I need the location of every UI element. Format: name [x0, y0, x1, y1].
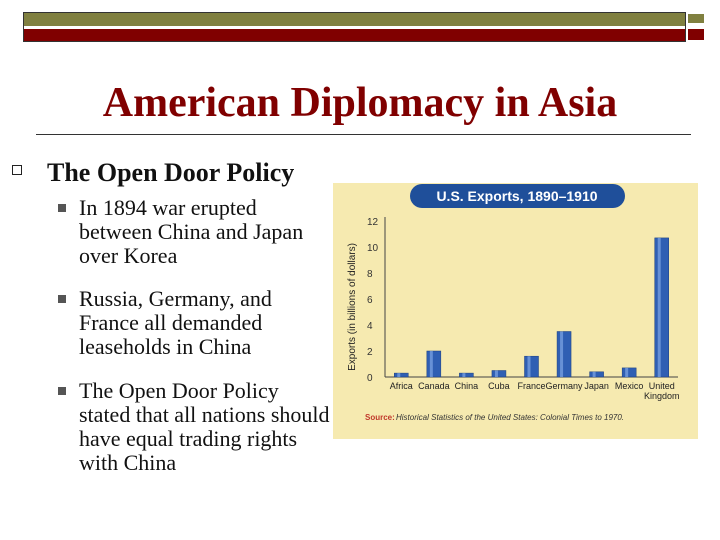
x-tick-label: France: [517, 381, 546, 391]
hollow-square-bullet-icon: [12, 165, 22, 175]
y-tick-label: 10: [367, 243, 379, 254]
bar-germany: [557, 332, 571, 378]
bar-highlight: [560, 332, 563, 378]
header-olive-band: [24, 13, 706, 26]
y-tick-label: 12: [367, 217, 379, 228]
y-tick-label: 6: [367, 295, 373, 306]
exports-chart: [333, 183, 698, 439]
y-axis-label: Exports (in billions of dollars): [347, 243, 358, 371]
slide-title: American Diplomacy in Asia: [102, 80, 618, 126]
slide-header-bar: [23, 12, 707, 42]
bar-highlight: [625, 368, 628, 377]
bar-united-kingdom: [655, 238, 669, 377]
header-corner-box: [685, 12, 707, 42]
sub-bullet-item: [58, 196, 333, 282]
x-tick-label: Germany: [545, 381, 583, 391]
y-tick-label: 2: [367, 347, 373, 358]
bar-highlight: [658, 238, 661, 377]
sub-bullet-item: [58, 379, 333, 491]
x-tick-label: Japan: [584, 381, 609, 391]
x-tick-label: Canada: [418, 381, 450, 391]
bar-africa: [394, 373, 408, 377]
y-tick-label: 4: [367, 321, 373, 332]
corner-olive-square: [688, 14, 704, 23]
bar-highlight: [495, 371, 498, 378]
bar-canada: [427, 351, 441, 377]
source-label: Source:: [365, 413, 395, 422]
bar-highlight: [462, 373, 465, 377]
chart-title: U.S. Exports, 1890–1910: [436, 188, 598, 204]
title-divider: [36, 134, 691, 135]
sub-bullet-text: In 1894 war erupted between China and Japan over Korea: [79, 195, 304, 268]
exports-chart-svg: [333, 183, 698, 439]
source-text: Historical Statistics of the United States: Colonial Times to 1970.: [396, 413, 625, 422]
x-tick-label: Cuba: [488, 381, 510, 391]
bar-japan: [590, 372, 604, 377]
main-bullet-heading: The Open Door Policy: [47, 158, 295, 187]
sub-bullet-text: The Open Door Policy stated that all nations should have equal trading rights with China: [79, 378, 330, 475]
square-bullet-icon: [58, 204, 66, 212]
header-maroon-band: [24, 29, 706, 41]
y-tick-label: 0: [367, 373, 373, 384]
bar-cuba: [492, 371, 506, 378]
x-tick-label: China: [454, 381, 479, 391]
bar-mexico: [622, 368, 636, 377]
bar-france: [525, 356, 539, 377]
bar-highlight: [593, 372, 596, 377]
square-bullet-icon: [58, 295, 66, 303]
bar-highlight: [430, 351, 433, 377]
sub-bullet-item: [58, 287, 333, 373]
x-tick-label: United Kingdom: [643, 381, 680, 401]
y-tick-label: 8: [367, 269, 373, 280]
bar-highlight: [397, 373, 400, 377]
x-tick-label: Africa: [389, 381, 413, 391]
corner-maroon-square: [688, 29, 704, 40]
square-bullet-icon: [58, 387, 66, 395]
x-tick-label: Mexico: [614, 381, 644, 391]
sub-bullet-text: Russia, Germany, and France all demanded leaseholds in China: [79, 286, 272, 359]
bar-china: [459, 373, 473, 377]
bar-highlight: [528, 356, 531, 377]
